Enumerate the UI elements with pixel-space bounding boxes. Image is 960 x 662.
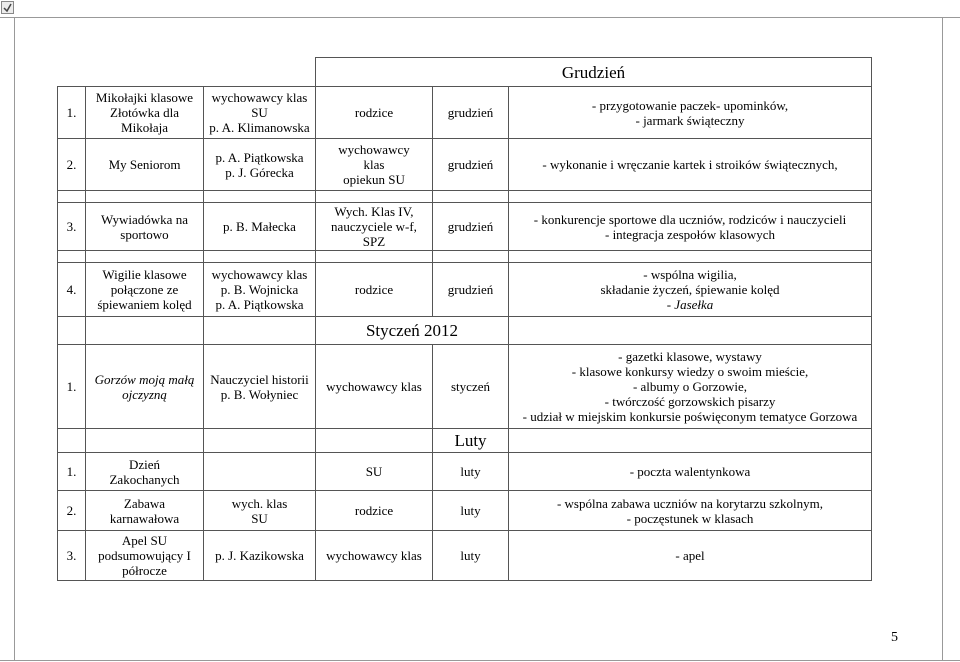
event-goals-nativity: Jasełka: [674, 297, 714, 312]
page-right-rule: [942, 17, 943, 660]
event-name: My Seniorom: [86, 139, 204, 191]
table-row: [58, 263, 872, 317]
table-row: [58, 531, 872, 581]
table-row: [58, 345, 872, 429]
section-title-january: Styczeń 2012: [316, 317, 509, 345]
event-goals-text: - wspólna wigilia, składanie życzeń, śpiewanie kolęd -: [600, 267, 780, 312]
participants: Wych. Klas IV, nauczyciele w-f, SPZ: [316, 203, 433, 251]
event-name: Wigilie klasowe połączone ze śpiewaniem kolęd: [86, 263, 204, 317]
event-date: luty: [433, 453, 509, 491]
participants: wychowawcy klas: [316, 345, 433, 429]
table-row: [58, 453, 872, 491]
page-bottom-rule: [0, 660, 960, 661]
row-number: 3.: [58, 531, 86, 581]
event-goals: [509, 263, 872, 317]
event-date: grudzień: [433, 87, 509, 139]
row-number: 1.: [58, 345, 86, 429]
event-date: styczeń: [433, 345, 509, 429]
event-goals: - konkurencje sportowe dla uczniów, rodziców i nauczycieli - integracja zespołów klasowych: [509, 203, 872, 251]
responsible-persons: p. J. Kazikowska: [204, 531, 316, 581]
event-date: grudzień: [433, 139, 509, 191]
event-name: Mikołajki klasowe Złotówka dla Mikołaja: [86, 87, 204, 139]
event-name: Dzień Zakochanych: [86, 453, 204, 491]
event-name: Zabawa karnawałowa: [86, 491, 204, 531]
responsible-persons: wychowawcy klas p. B. Wojnicka p. A. Piątkowska: [204, 263, 316, 317]
event-date: grudzień: [433, 263, 509, 317]
row-number: 4.: [58, 263, 86, 317]
responsible-persons: wych. klas SU: [204, 491, 316, 531]
section-header-row: [58, 58, 872, 87]
section-title-december: Grudzień: [316, 58, 872, 87]
event-goals: - przygotowanie paczek- upominków, - jarmark świąteczny: [509, 87, 872, 139]
table-row: [58, 491, 872, 531]
spacer-row: [58, 251, 872, 263]
event-goals: - wspólna zabawa uczniów na korytarzu szkolnym, - poczęstunek w klasach: [509, 491, 872, 531]
participants: rodzice: [316, 263, 433, 317]
schedule-table: [57, 57, 872, 581]
spacer-row: [58, 191, 872, 203]
event-goals: - gazetki klasowe, wystawy - klasowe konkursy wiedzy o swoim mieście, - albumy o Gorzowie, - twórczość gorzowskich pisarzy - udział w miejskim konkursie poświęconym tematyce Gorzowa: [509, 345, 872, 429]
page-number: 5: [891, 630, 898, 645]
responsible-persons: Nauczyciel historii p. B. Wołyniec: [204, 345, 316, 429]
participants: rodzice: [316, 491, 433, 531]
table-row: [58, 139, 872, 191]
section-header-row: [58, 317, 872, 345]
table-row: [58, 87, 872, 139]
event-name: Apel SU podsumowujący I półrocze: [86, 531, 204, 581]
window-corner-icon: [1, 1, 14, 14]
row-number: 3.: [58, 203, 86, 251]
page-left-rule: [14, 17, 15, 660]
event-date: luty: [433, 491, 509, 531]
table-row: [58, 203, 872, 251]
section-title-february: Luty: [433, 429, 509, 453]
section-header-row: [58, 429, 872, 453]
event-name: Wywiadówka na sportowo: [86, 203, 204, 251]
responsible-persons: wychowawcy klas SU p. A. Klimanowska: [204, 87, 316, 139]
participants: rodzice: [316, 87, 433, 139]
participants: wychowawcy klas: [316, 531, 433, 581]
row-number: 2.: [58, 491, 86, 531]
event-name: Gorzów moją małą ojczyzną: [86, 345, 204, 429]
row-number: 1.: [58, 87, 86, 139]
responsible-persons: p. A. Piątkowska p. J. Górecka: [204, 139, 316, 191]
responsible-persons: [204, 453, 316, 491]
responsible-persons: p. B. Małecka: [204, 203, 316, 251]
event-goals: - apel: [509, 531, 872, 581]
participants: wychowawcy klas opiekun SU: [316, 139, 433, 191]
event-goals: - poczta walentynkowa: [509, 453, 872, 491]
row-number: 1.: [58, 453, 86, 491]
event-goals: - wykonanie i wręczanie kartek i stroików świątecznych,: [509, 139, 872, 191]
page-top-rule: [0, 17, 960, 18]
event-date: grudzień: [433, 203, 509, 251]
event-date: luty: [433, 531, 509, 581]
row-number: 2.: [58, 139, 86, 191]
participants: SU: [316, 453, 433, 491]
